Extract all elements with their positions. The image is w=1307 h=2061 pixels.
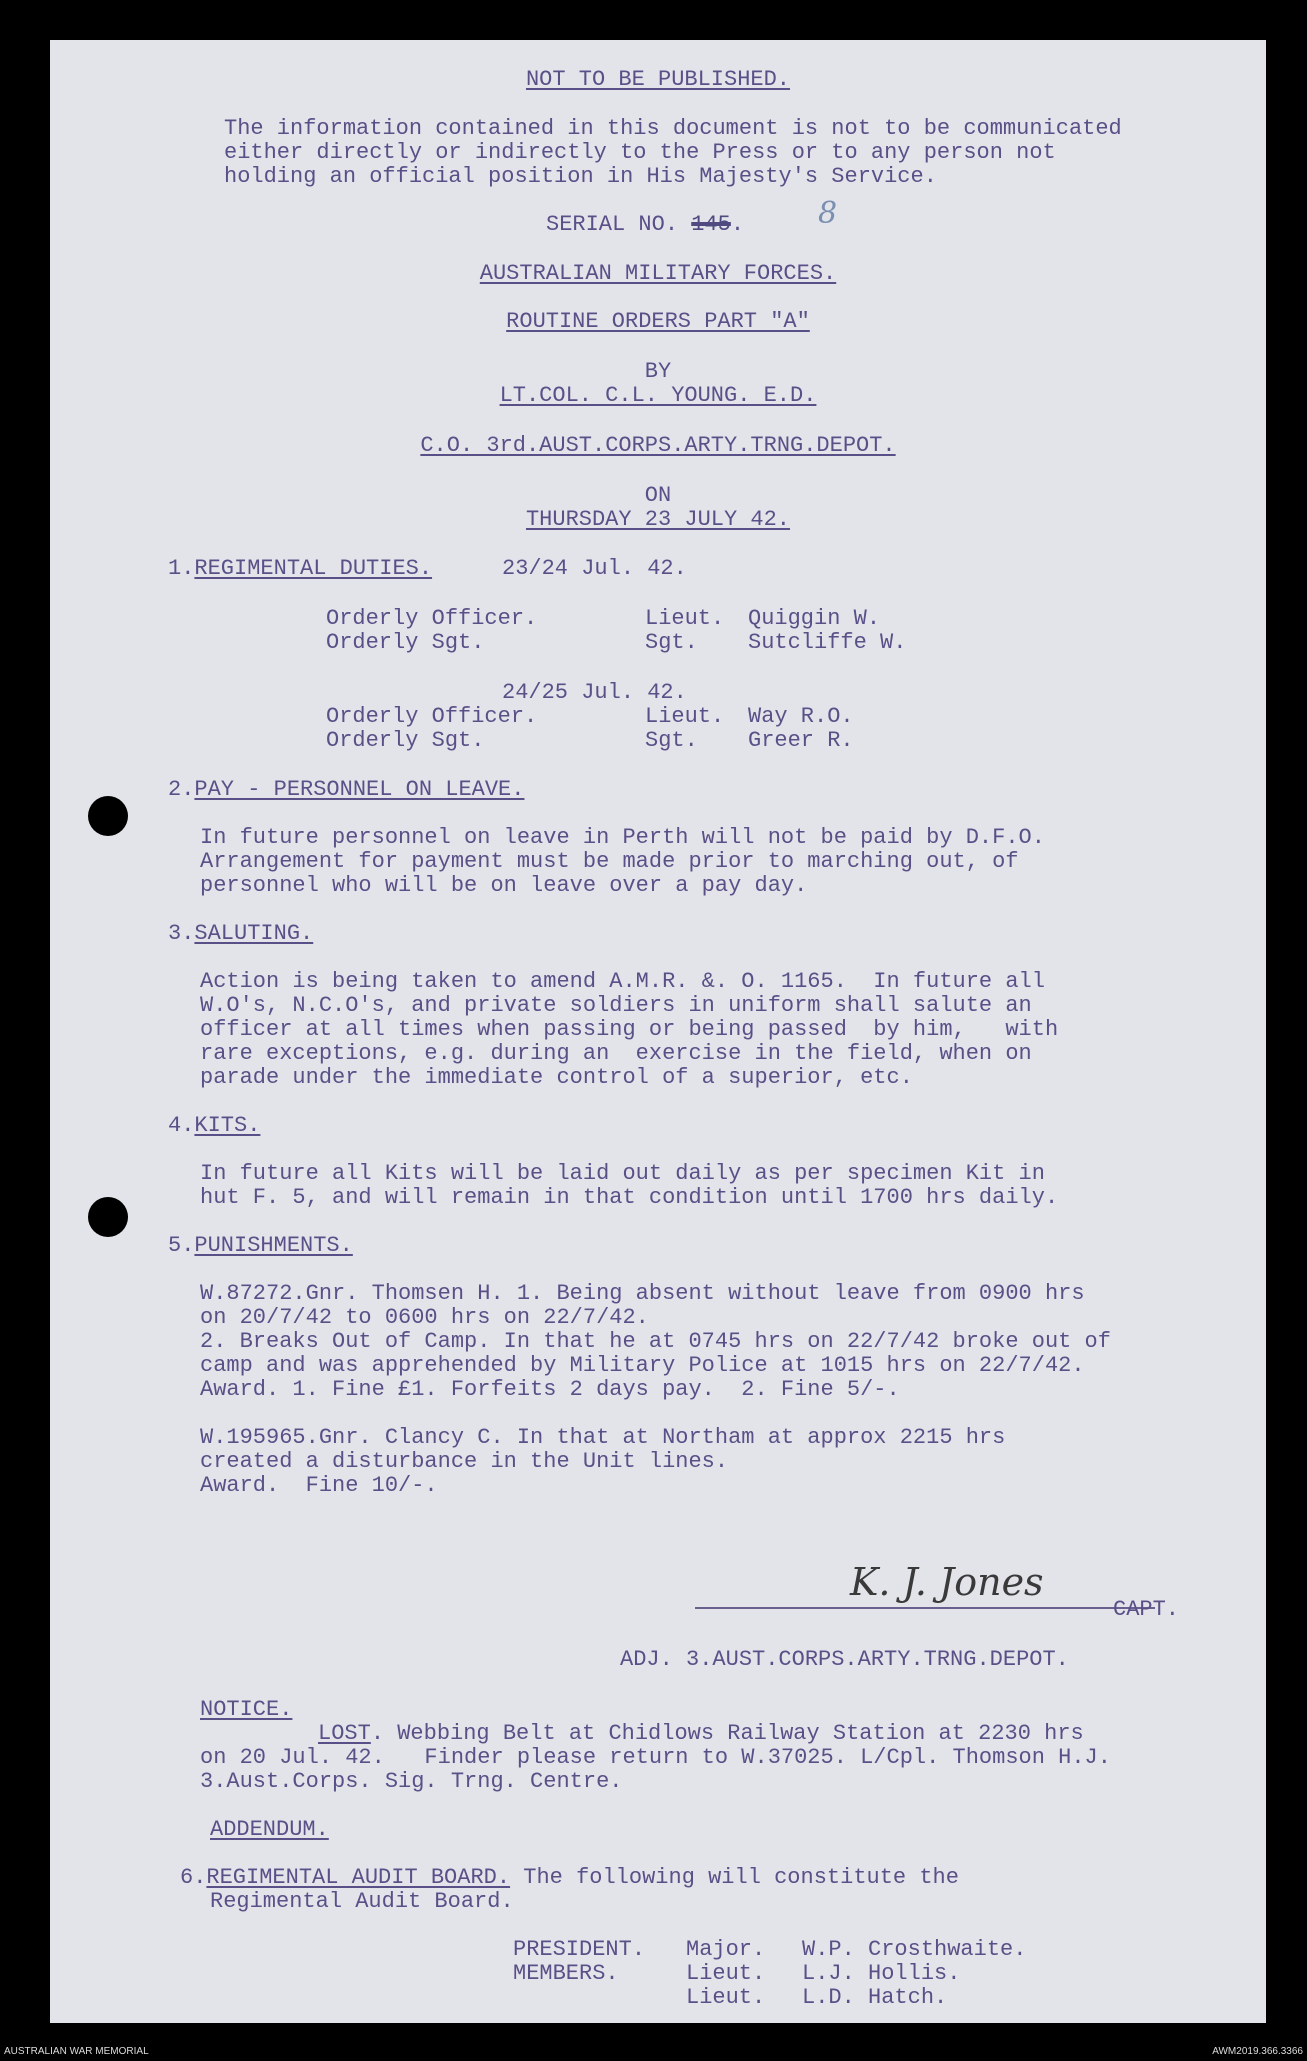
footer-credit: AUSTRALIAN WAR MEMORIAL <box>4 2046 149 2057</box>
paragraph-line: parade under the immediate control of a superior, etc. <box>200 1065 913 1090</box>
notice-line: The information contained in this document is not to be communicated <box>224 116 1122 141</box>
serial-number <box>546 213 744 237</box>
duty-name: Quiggin W. <box>748 606 881 631</box>
notice-line: 3.Aust.Corps. Sig. Trng. Centre. <box>200 1769 623 1794</box>
president-name: W.P. Crosthwaite. <box>802 1937 1027 1962</box>
lost-label: LOST <box>318 1721 371 1746</box>
signature-line <box>695 1607 1155 1609</box>
member-rank: Lieut. <box>686 1961 766 1986</box>
serial-dot: . <box>730 212 745 237</box>
duty-name: Greer R. <box>748 728 854 753</box>
punishment-line: 2. Breaks Out of Camp. In that he at 0745 hrs on 22/7/42 broke out of <box>200 1329 1111 1354</box>
duty-role: Orderly Officer. <box>326 704 538 729</box>
duty-name: Sutcliffe W. <box>748 630 907 655</box>
document-page <box>50 40 1266 2023</box>
notice-line-rest: . Webbing Belt at Chidlows Railway Station at 2230 hrs <box>370 1721 1084 1746</box>
punishment-line: W.87272.Gnr. Thomsen H. 1. Being absent without leave from 0900 hrs <box>200 1281 1085 1306</box>
section-title: PAY - PERSONNEL ON LEAVE. <box>194 777 525 802</box>
section-title: PUNISHMENTS. <box>194 1233 353 1258</box>
section-title: KITS. <box>194 1113 261 1138</box>
paragraph-line: In future all Kits will be laid out daily as per specimen Kit in <box>200 1161 1045 1186</box>
section-audit-board <box>180 1866 959 1890</box>
duty-rank: Lieut. <box>645 606 725 631</box>
paragraph-line: rare exceptions, e.g. during an exercise in the field, when on <box>200 1041 1032 1066</box>
punishment-line: Award. 1. Fine £1. Forfeits 2 days pay. 2. Fine 5/-. <box>200 1377 900 1402</box>
section-number: 6. <box>180 1865 207 1890</box>
punch-hole <box>88 796 128 836</box>
paragraph-line: officer at all times when passing or being passed by him, with <box>200 1017 1059 1042</box>
section-saluting <box>168 922 313 946</box>
president-label: PRESIDENT. <box>513 1937 646 1962</box>
notice-heading: NOTICE. <box>200 1697 293 1722</box>
punishment-line: W.195965.Gnr. Clancy C. In that at Northam at approx 2215 hrs <box>200 1425 1006 1450</box>
paragraph-line: W.O's, N.C.O's, and private soldiers in uniform shall salute an <box>200 993 1032 1018</box>
restriction-heading: NOT TO BE PUBLISHED. <box>525 67 791 92</box>
section-number: 2. <box>168 777 195 802</box>
duty-date: 23/24 Jul. 42. <box>502 556 687 581</box>
serial-label: SERIAL NO. <box>546 212 679 237</box>
paragraph-line: personnel who will be on leave over a pay day. <box>200 873 808 898</box>
order-type-heading: ROUTINE ORDERS PART "A" <box>506 309 810 334</box>
punch-hole <box>88 1197 128 1237</box>
paragraph-line: Arrangement for payment must be made prior to marching out, of <box>200 849 1019 874</box>
members-label: MEMBERS. <box>513 1961 619 1986</box>
section-number: 3. <box>168 921 195 946</box>
serial-handwritten: 8 <box>818 196 838 231</box>
notice-line: either directly or indirectly to the Press or to any person not <box>224 140 1056 165</box>
unit-name: C.O. 3rd.AUST.CORPS.ARTY.TRNG.DEPOT. <box>420 433 896 458</box>
duty-rank: Sgt. <box>645 728 698 753</box>
paragraph-line: In future personnel on leave in Perth will not be paid by D.F.O. <box>200 825 1045 850</box>
section-pay <box>168 778 524 802</box>
signature-rank: CAPT. <box>1113 1597 1180 1622</box>
duty-role: Orderly Officer. <box>326 606 538 631</box>
signature-title: ADJ. 3.AUST.CORPS.ARTY.TRNG.DEPOT. <box>620 1647 1069 1672</box>
by-label: BY <box>644 359 672 384</box>
section-number: 4. <box>168 1113 195 1138</box>
notice-line: on 20 Jul. 42. Finder please return to W.37025. L/Cpl. Thomson H.J. <box>200 1745 1111 1770</box>
member-name: L.D. Hatch. <box>802 1985 948 2010</box>
punishment-line: Award. Fine 10/-. <box>200 1473 438 1498</box>
on-label: ON <box>644 483 672 508</box>
serial-struck: 145 <box>691 212 731 237</box>
section-regimental-duties <box>168 557 432 581</box>
footer-accession: AWM2019.366.3366 <box>1212 2046 1303 2057</box>
addendum-heading: ADDENDUM. <box>210 1817 329 1842</box>
president-rank: Major. <box>686 1937 766 1962</box>
force-heading: AUSTRALIAN MILITARY FORCES. <box>479 261 837 286</box>
section-title: SALUTING. <box>194 921 314 946</box>
order-date: THURSDAY 23 JULY 42. <box>525 507 791 532</box>
duty-date: 24/25 Jul. 42. <box>502 680 687 705</box>
section-intro: The following will constitute the <box>510 1865 959 1890</box>
duty-rank: Sgt. <box>645 630 698 655</box>
notice-line <box>318 1722 1084 1746</box>
paragraph-line: Regimental Audit Board. <box>210 1889 514 1914</box>
duty-role: Orderly Sgt. <box>326 630 485 655</box>
paragraph-line: Action is being taken to amend A.M.R. &. O. 1165. In future all <box>200 969 1045 994</box>
duty-rank: Lieut. <box>645 704 725 729</box>
notice-line: holding an official position in His Majesty's Service. <box>224 164 937 189</box>
section-title: REGIMENTAL AUDIT BOARD. <box>206 1865 511 1890</box>
duty-role: Orderly Sgt. <box>326 728 485 753</box>
member-name: L.J. Hollis. <box>802 1961 961 1986</box>
paragraph-line: hut F. 5, and will remain in that condition until 1700 hrs daily. <box>200 1185 1059 1210</box>
section-punishments <box>168 1234 353 1258</box>
signature: K. J. Jones <box>850 1560 1044 1604</box>
punishment-line: camp and was apprehended by Military Police at 1015 hrs on 22/7/42. <box>200 1353 1085 1378</box>
punishment-line: on 20/7/42 to 0600 hrs on 22/7/42. <box>200 1305 649 1330</box>
duty-name: Way R.O. <box>748 704 854 729</box>
section-title: REGIMENTAL DUTIES. <box>194 556 433 581</box>
section-kits <box>168 1114 260 1138</box>
punishment-line: created a disturbance in the Unit lines. <box>200 1449 729 1474</box>
commander-name: LT.COL. C.L. YOUNG. E.D. <box>499 383 817 408</box>
member-rank: Lieut. <box>686 1985 766 2010</box>
section-number: 5. <box>168 1233 195 1258</box>
section-number: 1. <box>168 556 195 581</box>
